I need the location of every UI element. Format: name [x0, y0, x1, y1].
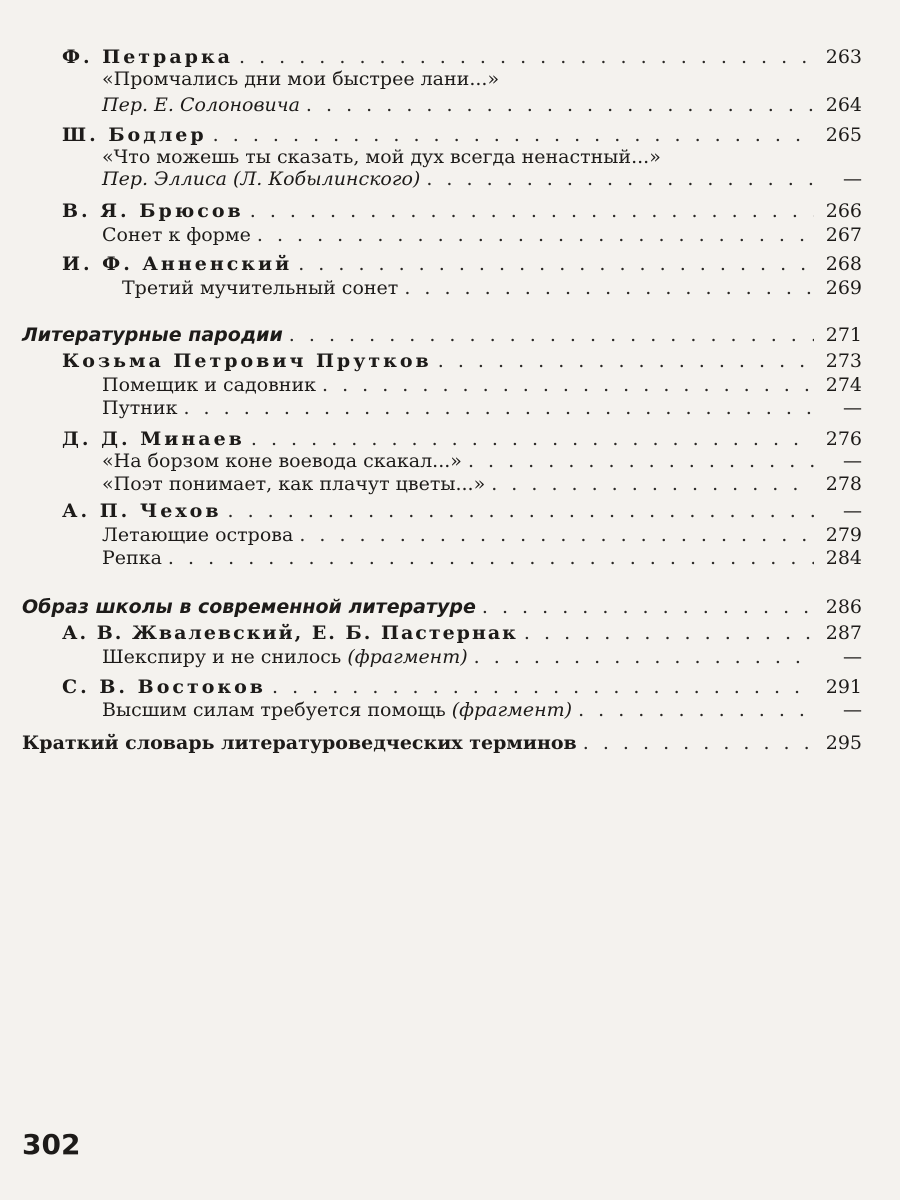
toc-entry-work	[102, 450, 862, 472]
entry-title: «На борзом коне воевода скакал...»	[102, 450, 462, 472]
leader-dots	[272, 676, 814, 698]
entry-page: 263	[825, 46, 862, 68]
entry-title: Литературные пародии	[22, 324, 283, 346]
entry-page: 286	[825, 596, 862, 618]
toc-entry-work	[102, 699, 862, 721]
entry-page: —	[843, 450, 862, 472]
leader-dots	[213, 124, 814, 146]
toc-entry-work	[102, 224, 862, 246]
toc-entry-author	[62, 428, 862, 450]
entry-page: 279	[825, 524, 862, 546]
entry-title: Ш. Бодлер	[62, 124, 207, 146]
entry-title: А. В. Жвалевский, Е. Б. Пастернак	[62, 622, 518, 644]
entry-page: 271	[825, 324, 862, 346]
leader-dots	[578, 699, 814, 721]
toc-entry-translator	[102, 168, 862, 190]
toc-entry-author	[62, 350, 862, 372]
entry-title: Летающие острова	[102, 524, 294, 546]
leader-dots	[404, 277, 814, 299]
entry-title: Помещик и садовник	[102, 374, 316, 396]
entry-title: Ф. Петрарка	[62, 46, 233, 68]
toc-entry-work	[102, 547, 862, 569]
entry-title: Пер. Е. Солоновича	[102, 94, 300, 116]
leader-dots	[438, 350, 814, 372]
entry-page: 264	[825, 94, 862, 116]
leader-dots	[168, 547, 814, 569]
toc-entry-author	[62, 500, 862, 522]
entry-page: 287	[825, 622, 862, 644]
entry-title: Образ школы в современной литературе	[22, 596, 476, 618]
entry-title	[102, 699, 572, 721]
leader-dots	[482, 596, 814, 618]
entry-title	[102, 646, 468, 668]
entry-title: «Промчались дни мои быстрее лани...»	[102, 68, 500, 90]
toc-entry-work	[102, 524, 862, 546]
leader-dots	[306, 94, 814, 116]
leader-dots	[251, 428, 814, 450]
leader-dots	[524, 622, 814, 644]
toc-entry-section	[22, 324, 862, 346]
entry-title: Репка	[102, 547, 162, 569]
leader-dots	[250, 200, 814, 222]
leader-dots	[183, 397, 814, 419]
entry-title: Сонет к форме	[102, 224, 251, 246]
leader-dots	[289, 324, 814, 346]
entry-title: С. В. Востоков	[62, 676, 266, 698]
entry-page: —	[843, 500, 862, 522]
entry-page: 274	[825, 374, 862, 396]
entry-title: «Поэт понимает, как плачут цветы...»	[102, 473, 486, 495]
entry-page: 273	[825, 350, 862, 372]
entry-page: 267	[825, 224, 862, 246]
entry-title: Краткий словарь литературоведческих терминов	[22, 732, 577, 754]
entry-page: 265	[825, 124, 862, 146]
entry-title: Третий мучительный сонет	[122, 277, 399, 299]
toc-entry-work	[102, 397, 862, 419]
leader-dots	[228, 500, 814, 522]
leader-dots	[583, 732, 814, 754]
leader-dots	[322, 374, 814, 396]
entry-title: А. П. Чехов	[62, 500, 222, 522]
toc-entry-author	[62, 622, 862, 644]
entry-page: 295	[825, 732, 862, 754]
toc-entry-work	[102, 646, 862, 668]
toc-entry-author	[62, 46, 862, 68]
toc-entry-author	[62, 124, 862, 146]
entry-title: Путник	[102, 397, 178, 419]
leader-dots	[239, 46, 814, 68]
entry-title: «Что можешь ты сказать, мой дух всегда ненастный...»	[102, 146, 661, 168]
entry-page: 269	[825, 277, 862, 299]
entry-page: 276	[825, 428, 862, 450]
leader-dots	[468, 450, 814, 472]
leader-dots	[426, 168, 814, 190]
toc-entry-work	[102, 473, 862, 495]
entry-title: Пер. Эллиса (Л. Кобылинского)	[102, 168, 421, 190]
toc-entry-work	[102, 146, 862, 168]
toc-entry-author	[62, 200, 862, 222]
entry-title: Д. Д. Минаев	[62, 428, 245, 450]
fragment-note: (фрагмент)	[347, 646, 468, 668]
toc-entry-section	[22, 596, 862, 618]
entry-page: —	[843, 646, 862, 668]
entry-page: 266	[825, 200, 862, 222]
entry-page: 284	[825, 547, 862, 569]
entry-page: —	[843, 397, 862, 419]
work-title: Шекспиру и не снилось	[102, 646, 342, 668]
toc-entry-author	[62, 676, 862, 698]
leader-dots	[257, 224, 814, 246]
entry-page: —	[843, 699, 862, 721]
entry-title: В. Я. Брюсов	[62, 200, 244, 222]
toc-entry-section	[22, 732, 862, 754]
entry-page: 268	[825, 253, 862, 275]
toc-entry-work	[122, 277, 862, 299]
leader-dots	[299, 524, 814, 546]
entry-title: Козьма Петрович Прутков	[62, 350, 432, 372]
work-title: Высшим силам требуется помощь	[102, 699, 446, 721]
toc-entry-translator	[102, 94, 862, 116]
toc-entry-work	[102, 68, 862, 90]
entry-page: 278	[825, 473, 862, 495]
entry-page: 291	[825, 676, 862, 698]
leader-dots	[298, 253, 814, 275]
entry-page: —	[843, 168, 862, 190]
page-number: 302	[22, 1128, 81, 1161]
leader-dots	[474, 646, 814, 668]
toc-entry-author	[62, 253, 862, 275]
entry-title: И. Ф. Анненский	[62, 253, 293, 275]
fragment-note: (фрагмент)	[451, 699, 573, 721]
toc-entry-work	[102, 374, 862, 396]
leader-dots	[491, 473, 814, 495]
